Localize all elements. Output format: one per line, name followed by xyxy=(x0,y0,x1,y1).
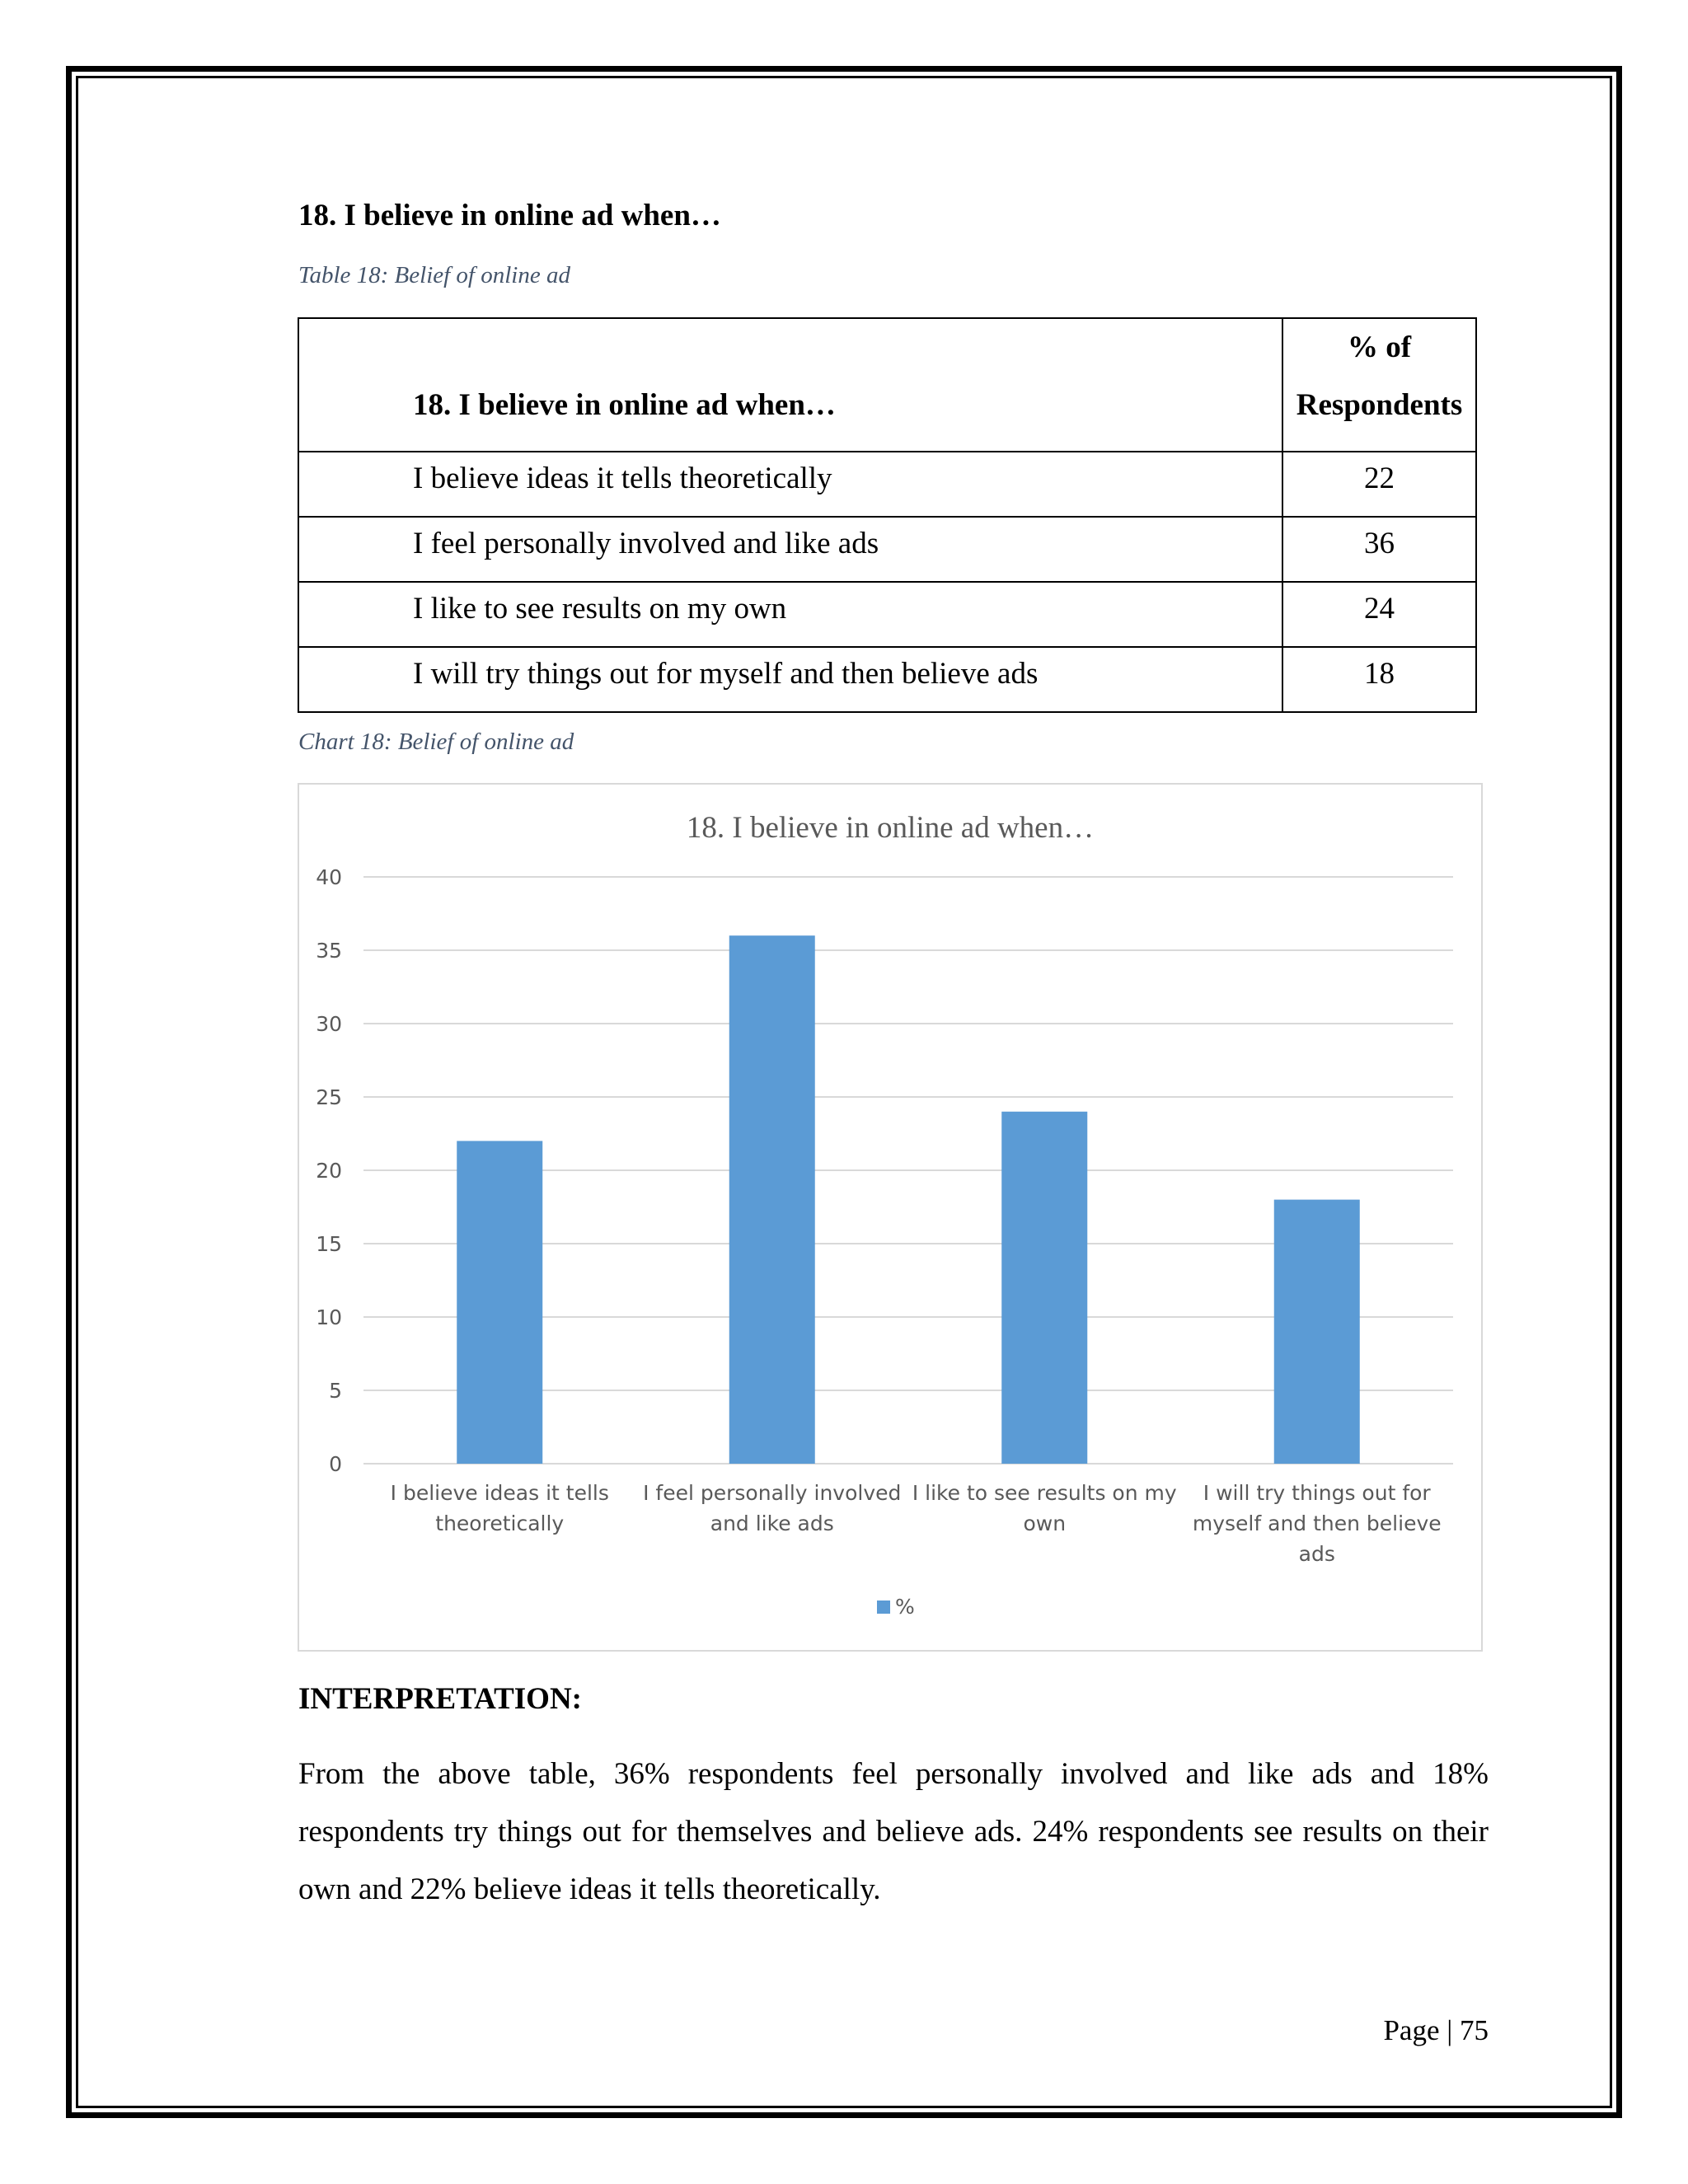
table-row xyxy=(298,647,1476,712)
section-heading: 18. I believe in online ad when… xyxy=(298,199,721,232)
table-header-question: 18. I believe in online ad when… xyxy=(298,318,1282,452)
x-category-label: ads xyxy=(1298,1542,1335,1566)
table-cell-option: I believe ideas it tells theoretically xyxy=(298,452,1282,517)
page-number: Page | 75 xyxy=(1383,2014,1489,2046)
table-row xyxy=(298,582,1476,647)
table-cell-percent: 24 xyxy=(1282,582,1476,647)
interpretation-heading: INTERPRETATION: xyxy=(298,1682,583,1716)
bar-chart xyxy=(298,783,1483,1652)
x-category-label: myself and then believe xyxy=(1192,1511,1442,1535)
bar xyxy=(457,1141,542,1464)
y-tick-label: 10 xyxy=(316,1305,342,1329)
table-row xyxy=(298,517,1476,582)
y-tick-label: 15 xyxy=(316,1232,342,1256)
legend-swatch xyxy=(877,1601,890,1614)
chart-caption: Chart 18: Belief of online ad xyxy=(298,729,574,755)
x-category-label: own xyxy=(1023,1511,1067,1535)
bar-chart-svg xyxy=(299,785,1481,1650)
y-tick-label: 40 xyxy=(316,865,342,889)
bar xyxy=(1274,1200,1360,1464)
x-category-label: I believe ideas it tells xyxy=(390,1481,609,1505)
table-cell-option: I feel personally involved and like ads xyxy=(298,517,1282,582)
table-header-percent-line1: % of xyxy=(1347,330,1412,364)
y-tick-label: 35 xyxy=(316,939,342,963)
table-row xyxy=(298,452,1476,517)
x-category-label: I will try things out for xyxy=(1203,1481,1431,1505)
table-cell-percent: 22 xyxy=(1282,452,1476,517)
table-caption: Table 18: Belief of online ad xyxy=(298,262,570,288)
x-category-label: I feel personally involved xyxy=(643,1481,902,1505)
bar xyxy=(729,935,815,1464)
table-cell-option: I like to see results on my own xyxy=(298,582,1282,647)
bar xyxy=(1001,1112,1087,1464)
legend-label: % xyxy=(895,1595,915,1619)
table-cell-percent: 18 xyxy=(1282,647,1476,712)
y-tick-label: 20 xyxy=(316,1159,342,1183)
table-header-row xyxy=(298,318,1476,452)
chart-title: 18. I believe in online ad when… xyxy=(686,811,1095,845)
table-header-percent xyxy=(1282,318,1476,452)
x-category-label: I like to see results on my xyxy=(912,1481,1177,1505)
y-tick-label: 0 xyxy=(329,1452,342,1476)
table-cell-option: I will try things out for myself and then believe ads xyxy=(298,647,1282,712)
interpretation-text: From the above table, 36% respondents feel personally involved and like ads and 18% respondents try things out for themselves and believe ads. 24% respondents see results on their own and 22% believe ideas it tells theoretically. xyxy=(298,1757,1489,1906)
table-header-percent-line2: Respondents xyxy=(1296,388,1463,422)
y-tick-label: 25 xyxy=(316,1085,342,1109)
data-table xyxy=(298,317,1477,713)
x-category-label: theoretically xyxy=(435,1511,565,1535)
x-category-label: and like ads xyxy=(710,1511,834,1535)
y-tick-label: 5 xyxy=(329,1379,342,1403)
table-cell-percent: 36 xyxy=(1282,517,1476,582)
y-tick-label: 30 xyxy=(316,1012,342,1036)
